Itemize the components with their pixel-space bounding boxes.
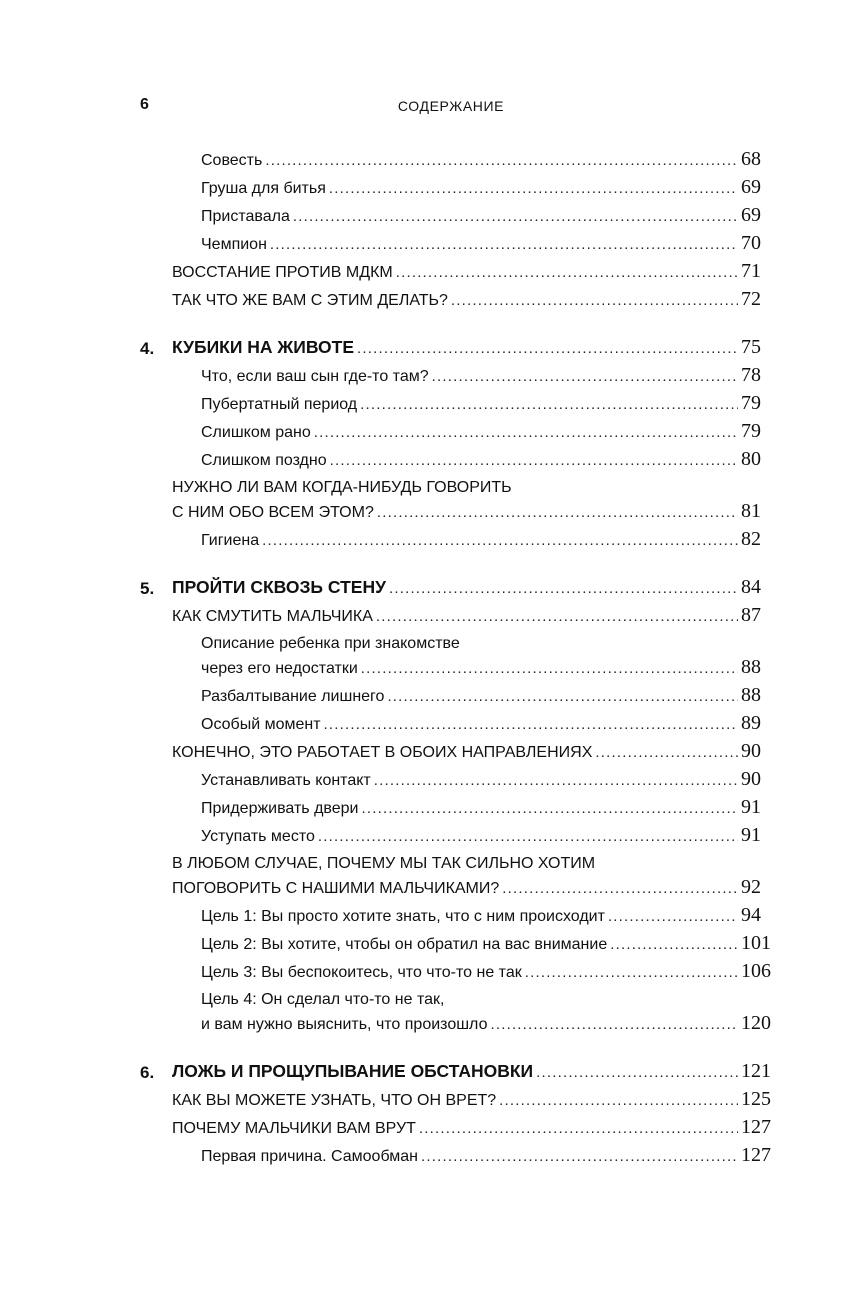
chapter-number: 5. — [140, 579, 155, 598]
toc-entry-page: 94 — [741, 904, 761, 926]
toc-section-page: 125 — [741, 1088, 771, 1110]
toc-section-line1 — [0, 852, 845, 876]
toc-section-page: 87 — [741, 604, 761, 626]
toc-entry — [0, 392, 845, 420]
dot-leader — [361, 660, 738, 677]
toc-entry-title: Чемпион — [201, 236, 267, 253]
dot-leader — [502, 880, 738, 897]
chapter-page: 121 — [741, 1060, 771, 1082]
dot-leader — [387, 688, 738, 705]
toc-entry-page: 82 — [741, 528, 761, 550]
toc-entry-page: 80 — [741, 448, 761, 470]
toc-chapter — [0, 1060, 845, 1088]
toc-section-title-line1: НУЖНО ЛИ ВАМ КОГДА-НИБУДЬ ГОВОРИТЬ — [172, 479, 512, 496]
toc-section-title: ПОГОВОРИТЬ С НАШИМИ МАЛЬЧИКАМИ? — [172, 880, 500, 897]
toc-entry — [0, 204, 845, 232]
dot-leader — [330, 452, 738, 469]
dot-leader — [270, 236, 738, 253]
toc-entry-title: Разбалтывание лишнего — [201, 688, 385, 705]
running-title: СОДЕРЖАНИЕ — [397, 98, 505, 114]
dot-leader — [451, 292, 738, 309]
toc-entry-page: 69 — [741, 176, 761, 198]
toc-section — [0, 1116, 845, 1144]
page-number: 6 — [140, 96, 149, 113]
toc-section-page: 90 — [741, 740, 761, 762]
toc-entry-page: 91 — [741, 824, 761, 846]
toc-section-page: 92 — [741, 876, 761, 898]
toc-entry — [0, 148, 845, 176]
toc-entry-title: Особый момент — [201, 716, 321, 733]
toc-entry — [0, 960, 845, 988]
toc-entry-page: 106 — [741, 960, 771, 982]
toc-entry-title: Цель 2: Вы хотите, чтобы он обратил на вас внимание — [201, 936, 608, 953]
dot-leader — [361, 800, 738, 817]
toc-chapter — [0, 576, 845, 604]
toc-entry-page: 79 — [741, 420, 761, 442]
toc-entry-title: Слишком поздно — [201, 452, 327, 469]
toc-entry-title: Слишком рано — [201, 424, 311, 441]
table-of-contents — [0, 148, 845, 1172]
toc-section — [0, 288, 845, 316]
toc-entry-title-line1: Описание ребенка при знакомстве — [201, 635, 460, 652]
toc-entry — [0, 712, 845, 740]
dot-leader — [389, 580, 738, 597]
dot-leader — [421, 1148, 738, 1165]
toc-section-title-line1: В ЛЮБОМ СЛУЧАЕ, ПОЧЕМУ МЫ ТАК СИЛЬНО ХОТИМ — [172, 855, 596, 872]
toc-entry-title: Цель 1: Вы просто хотите знать, что с ним происходит — [201, 908, 605, 925]
toc-section — [0, 1088, 845, 1116]
dot-leader — [318, 828, 738, 845]
dot-leader — [595, 744, 738, 761]
toc-entry-title: Груша для битья — [201, 180, 326, 197]
toc-entry-title: Совесть — [201, 152, 263, 169]
toc-entry — [0, 1012, 845, 1040]
toc-section-page: 127 — [741, 1116, 771, 1138]
dot-leader — [490, 1016, 738, 1033]
dot-leader — [262, 532, 738, 549]
toc-entry-title: и вам нужно выяснить, что произошло — [201, 1016, 488, 1033]
toc-entry-title: Уступать место — [201, 828, 315, 845]
toc-entry-page: 120 — [741, 1012, 771, 1034]
toc-entry-title: Гигиена — [201, 532, 260, 549]
dot-leader — [324, 716, 738, 733]
dot-leader — [376, 608, 738, 625]
toc-entry — [0, 364, 845, 392]
toc-entry-title: Придерживать двери — [201, 800, 359, 817]
dot-leader — [314, 424, 738, 441]
dot-leader — [293, 208, 738, 225]
toc-section-line1 — [0, 476, 845, 500]
dot-leader — [265, 152, 738, 169]
dot-leader — [360, 396, 738, 413]
toc-section-title: ПОЧЕМУ МАЛЬЧИКИ ВАМ ВРУТ — [172, 1120, 416, 1137]
toc-entry-title-line1: Цель 4: Он сделал что-то не так, — [201, 991, 445, 1008]
toc-entry — [0, 528, 845, 556]
toc-section-title: С НИМ ОБО ВСЕМ ЭТОМ? — [172, 504, 374, 521]
toc-entry — [0, 448, 845, 476]
toc-chapter — [0, 336, 845, 364]
toc-entry — [0, 684, 845, 712]
toc-entry — [0, 796, 845, 824]
dot-leader — [432, 368, 738, 385]
toc-entry-page: 101 — [741, 932, 771, 954]
chapter-title: КУБИКИ НА ЖИВОТЕ — [172, 337, 354, 357]
toc-entry-page: 68 — [741, 148, 761, 170]
toc-entry-line1 — [0, 632, 845, 656]
toc-entry — [0, 824, 845, 852]
dot-leader — [536, 1064, 738, 1081]
chapter-number: 4. — [140, 339, 155, 358]
chapter-page: 84 — [741, 576, 761, 598]
toc-entry — [0, 176, 845, 204]
toc-entry-page: 70 — [741, 232, 761, 254]
toc-entry-page: 78 — [741, 364, 761, 386]
toc-entry — [0, 420, 845, 448]
chapter-title: ПРОЙТИ СКВОЗЬ СТЕНУ — [172, 577, 386, 597]
toc-entry-page: 88 — [741, 684, 761, 706]
dot-leader — [357, 340, 738, 357]
toc-entry — [0, 1144, 845, 1172]
dot-leader — [610, 936, 738, 953]
toc-section-title: ТАК ЧТО ЖЕ ВАМ С ЭТИМ ДЕЛАТЬ? — [172, 292, 448, 309]
toc-section — [0, 260, 845, 288]
toc-section-title: КАК СМУТИТЬ МАЛЬЧИКА — [172, 608, 373, 625]
toc-entry — [0, 656, 845, 684]
toc-entry-title: Что, если ваш сын где-то там? — [201, 368, 429, 385]
toc-section-page: 72 — [741, 288, 761, 310]
dot-leader — [374, 772, 738, 789]
toc-section — [0, 500, 845, 528]
toc-section — [0, 740, 845, 768]
toc-entry-page: 79 — [741, 392, 761, 414]
dot-leader — [396, 264, 738, 281]
toc-section-page: 71 — [741, 260, 761, 282]
toc-section-page: 81 — [741, 500, 761, 522]
toc-entry — [0, 904, 845, 932]
toc-entry-page: 89 — [741, 712, 761, 734]
toc-entry-page: 127 — [741, 1144, 771, 1166]
chapter-page: 75 — [741, 336, 761, 358]
dot-leader — [608, 908, 738, 925]
toc-entry — [0, 768, 845, 796]
dot-leader — [499, 1092, 738, 1109]
dot-leader — [377, 504, 738, 521]
toc-entry-title: Первая причина. Самообман — [201, 1148, 418, 1165]
toc-section — [0, 604, 845, 632]
dot-leader — [525, 964, 738, 981]
dot-leader — [419, 1120, 738, 1137]
toc-entry-page: 69 — [741, 204, 761, 226]
toc-section — [0, 876, 845, 904]
chapter-title: ЛОЖЬ И ПРОЩУПЫВАНИЕ ОБСТАНОВКИ — [172, 1061, 534, 1081]
toc-entry-title: Пубертатный период — [201, 396, 358, 413]
toc-entry-title: Цель 3: Вы беспокоитесь, что что-то не так — [201, 964, 522, 981]
toc-entry-title: Приставала — [201, 208, 290, 225]
toc-entry-page: 90 — [741, 768, 761, 790]
toc-entry-page: 91 — [741, 796, 761, 818]
toc-section-title: ВОССТАНИЕ ПРОТИВ МДКМ — [172, 264, 393, 281]
toc-entry-title: Устанавливать контакт — [201, 772, 371, 789]
toc-entry-title: через его недостатки — [201, 660, 358, 677]
toc-entry — [0, 932, 845, 960]
toc-entry-line1 — [0, 988, 845, 1012]
chapter-number: 6. — [140, 1063, 155, 1082]
dot-leader — [329, 180, 738, 197]
toc-entry-page: 88 — [741, 656, 761, 678]
toc-section-title: КАК ВЫ МОЖЕТЕ УЗНАТЬ, ЧТО ОН ВРЕТ? — [172, 1092, 497, 1109]
toc-section-title: КОНЕЧНО, ЭТО РАБОТАЕТ В ОБОИХ НАПРАВЛЕНИЯХ — [172, 744, 593, 761]
toc-entry — [0, 232, 845, 260]
